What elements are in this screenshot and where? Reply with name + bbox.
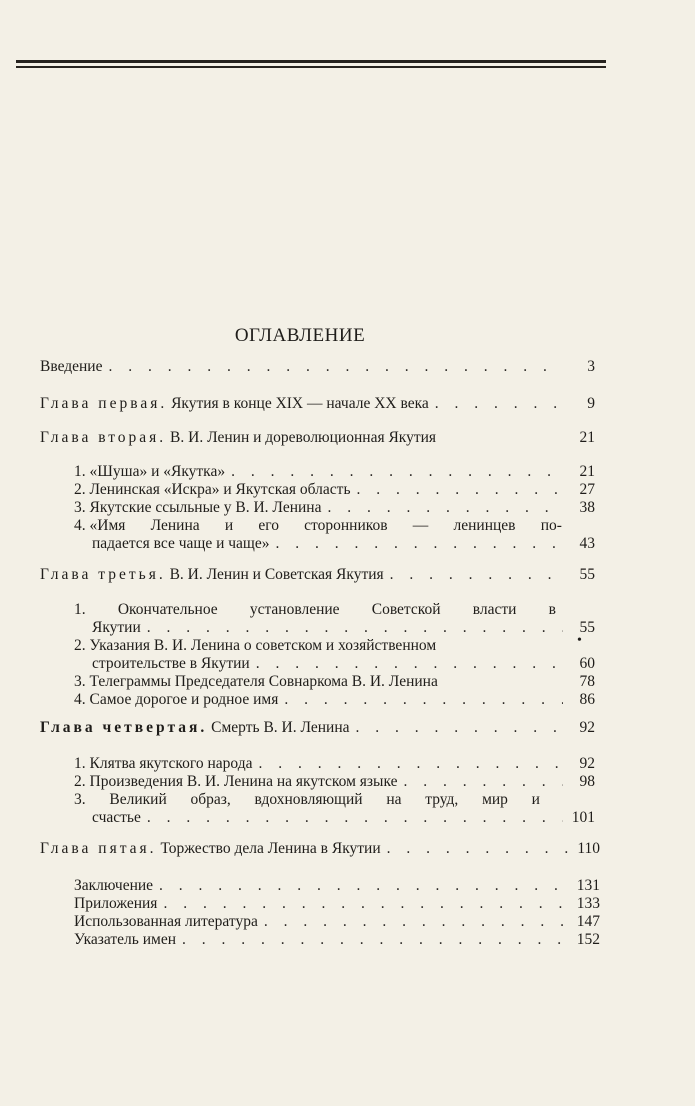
toc-entry-label: Введение [40,358,103,375]
toc-section-line1: 4. «Имя Ленина и его сторонников — ленинцев по- [74,517,562,534]
toc-chapter-4 [40,719,595,737]
chapter-lead: Глава первая. [40,395,168,412]
toc-section [92,655,595,673]
dot-leader [163,895,568,913]
toc-entry-intro [40,358,595,376]
dot-leader [231,463,563,481]
toc-endmatter [74,877,600,895]
dot-leader [356,719,563,737]
chapter-title: Якутия в конце XIX — начале XX века [171,395,429,412]
chapter-title: В. И. Ленин и дореволюционная Якутия [170,429,437,446]
toc-entry-page: 27 [579,481,595,498]
toc-section [74,773,595,791]
dot-leader [147,619,563,637]
dot-leader [147,809,563,827]
dot-leader [357,481,563,499]
toc-entry-label: Приложения [74,895,158,912]
toc-entry-label: Указатель имен [74,931,176,948]
toc-section [92,809,595,827]
dot-leader [390,566,563,584]
toc-chapter-1 [40,395,595,413]
toc-entry-page: 92 [579,719,595,736]
toc-entry-page: 60 [579,655,595,672]
toc-entry-label: 3. Якутские ссыльные у В. И. Ленина [74,499,322,516]
toc-section [74,755,595,773]
top-rule [16,60,606,63]
toc-chapter-5 [40,840,600,858]
page-title: ОГЛАВЛЕНИЕ [234,325,366,346]
toc-entry-label: счастье [92,809,141,826]
toc-entry-page: 43 [579,535,595,552]
toc-entry-label: 1. «Шуша» и «Якутка» [74,463,226,480]
dot-leader [327,499,563,517]
toc-entry-page: 92 [579,755,595,772]
dot-leader [264,913,568,931]
toc-entry-page: 3 [587,358,595,375]
toc-entry-page: 86 [579,691,595,708]
toc-chapter-2 [40,429,595,447]
toc-section [74,481,595,499]
toc-section-line1: 3. Великий образ, вдохновляющий на труд, мир и [74,791,540,808]
toc-endmatter [74,931,600,949]
dot-leader [182,931,568,949]
toc-entry-page: 101 [571,809,595,826]
toc-chapter-3 [40,566,595,584]
toc-endmatter [74,895,600,913]
toc-entry-label: Использованная литература [74,913,258,930]
dot-leader [404,773,564,791]
chapter-lead: Глава третья. [40,566,166,583]
chapter-title: Торжество дела Ленина в Якутии [160,840,381,857]
dot-leader [435,395,563,413]
toc-entry-label: падается все чаще и чаще» [92,535,270,552]
chapter-title: В. И. Ленин и Советская Якутия [169,566,384,583]
toc-section [74,463,595,481]
toc-entry-label: 1. Клятва якутского народа [74,755,253,772]
toc-section [74,673,595,691]
dot-leader [276,535,564,553]
toc-entry-page: 9 [587,395,595,412]
toc-entry-page: 152 [576,931,600,948]
toc-entry-label: 2. Ленинская «Искра» и Якутская область [74,481,351,498]
toc-section-line1: 2. Указания В. И. Ленина о советском и хозяйственном [74,637,437,654]
toc-entry-page: 55 [579,566,595,583]
toc-entry-label: 4. Самое дорогое и родное имя [74,691,279,708]
print-speck: • [577,633,582,648]
dot-leader [258,755,563,773]
toc-entry-label: 2. Произведения В. И. Ленина на якутском языке [74,773,398,790]
toc-entry-page: 147 [576,913,600,930]
toc-entry-page: 21 [579,429,595,446]
toc-entry-label: 3. Телеграммы Председателя Совнаркома В. И. Ленина [74,673,438,690]
toc-entry-page: 55 [579,619,595,636]
dot-leader [108,358,563,376]
top-rule-thin [16,66,606,68]
toc-entry-page: 131 [576,877,600,894]
toc-section [92,619,595,637]
toc-entry-page: 110 [577,840,600,857]
toc-entry-page: 133 [576,895,600,912]
toc-section [74,691,595,709]
toc-entry-page: 98 [579,773,595,790]
toc-section [92,535,595,553]
toc-entry-page: 78 [579,673,595,690]
dot-leader [256,655,563,673]
toc-entry-label: Якутии [92,619,141,636]
toc-entry-page: 38 [579,499,595,516]
dot-leader [284,691,563,709]
toc-entry-label: строительстве в Якутии [92,655,250,672]
chapter-title: Смерть В. И. Ленина [211,719,350,736]
chapter-lead: Глава вторая. [40,429,167,446]
dot-leader [387,840,568,858]
toc-endmatter [74,913,600,931]
toc-entry-label: Заключение [74,877,154,894]
toc-section-line1: 1. Окончательное установление Советской власти в [74,601,556,618]
chapter-lead: Глава пятая. [40,840,157,857]
toc-entry-page: 21 [579,463,595,480]
dot-leader [159,877,568,895]
chapter-lead: Глава четвертая. [40,719,208,736]
toc-section [74,499,595,517]
